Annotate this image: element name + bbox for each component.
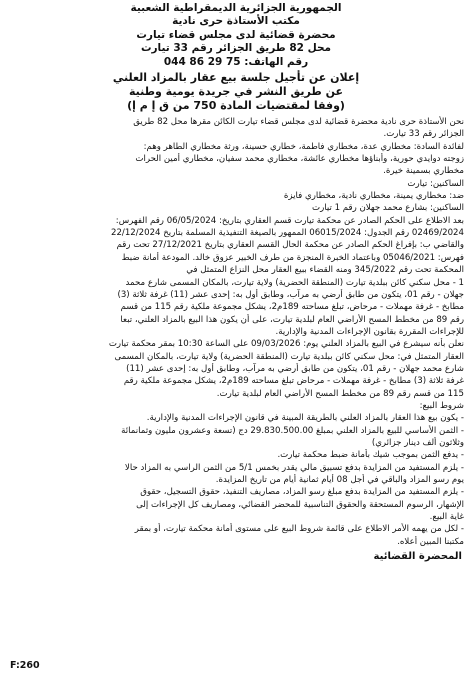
body-line: - الثمن الأساسي للبيع بالمزاد العلني بمبلغ 29.830.500.00 دج (تسعة وعشرون مليون وثمانمائة [121,425,464,436]
reference-code: F:260 [10,660,40,671]
body-line: 1 - محل سكني كائن ببلدية تيارت (المنطقة الحضرية) ولاية تيارت، بالمكان المسمى شارع محمد [125,277,464,288]
body-line: نعلن بأنه سيشرع في البيع بالمزاد العلني يوم: 09/03/2026 على الساعة 10:30 بمقر محكمة تيارت [108,339,464,350]
body-line: الجزائر رقم 33 تيارت. [383,129,464,140]
header-line: الجمهورية الجزائرية الديمقراطية الشعبية [130,2,342,14]
title-line: عن طريق النشر في جريدة يومية وطنية [129,85,343,99]
header-line: محضرة قضائية لدى مجلس قضاء تيارت [136,28,336,41]
body-line: جهلان - رقم 01، يتكون من طابق أرضي به مرآب، وطابق أول به: إحدى عشر (11) غرفة ثلاثة (3) [117,289,464,300]
body-line: بعد الاطلاع على الحكم الصادر عن محكمة تيارت قسم العقاري بتاريخ: 06/05/2024 رقم الفهرس: [115,215,464,226]
body-line: والقاضي ب: بإفراغ الحكم الصادر عن محكمة الحال القسم العقاري بتاريخ 27/12/2021 تحت رقم [116,240,464,251]
body-line: غاية البيع. [429,512,464,523]
notice-body [8,116,464,548]
notice-header [8,2,464,69]
body-line: 02469/2024 رقم الجدول: 06015/2024 الممهور بالصيغة التنفيذية المسلمة بتاريخ 22/12/2024 [110,228,464,239]
body-line: مخطاري بسمينة خيرة. [383,166,464,177]
body-line: شارع محمد جهلان - رقم 01، يتكون من طابق أرضي به مرآب، وطابق أول به: إحدى عشر (11) [126,363,464,374]
body-line: ضد: مخطاري يمينة، مخطاري نادية، مخطاري فايزة [283,191,464,202]
body-line: الساكنين: تيارت [407,178,464,189]
body-line: - يكون بيع هذا العقار بالمزاد العلني بالطريقة المبينة في قانون الإجراءات المدنية والإدارية. [146,413,464,424]
body-line: يوم رسو المزاد والباقي في أجل 08 أيام ثمانية أيام من تاريخ المزايدة. [215,475,464,485]
body-line: مطابخ - غرفة مهملات - مرحاض، تبلغ مساحته 189م2، يشكل مجموعة ملكية رقم 115 من قسم [120,302,464,313]
title-line: إعلان عن تأجيل جلسة بيع عقار بالمزاد العلني [112,71,360,85]
body-line: - يلزم المستفيد من المزايدة بدفع مبلغ رسو المزاد، مصاريف التنفيذ، حقوق التسجيل، حقوق [140,487,464,498]
header-line: رقم الهاتف: 75 29 86 044 [163,55,309,68]
body-line: شروط البيع: [419,400,464,411]
body-line: غرفة ثلاثة (3) مطابخ - غرفة مهملات - مرحاض تبلغ مساحته 189م2، يشكل مجموعة ملكية رقم [123,376,464,387]
body-line: للإجراءات المقررة بقانون الإجراءات المدنية والإدارية. [275,326,464,337]
header-line: محل 82 طريق الجزائر رقم 33 تيارت [140,42,332,55]
notice-title [8,71,464,113]
body-line: - يلزم المستفيد من المزايدة بدفع تسبيق مالي يقدر بخمس 5/1 من الثمن الراسي به المزاد حالا [124,462,464,473]
body-line: زوجته دوايدي حورية، وأبناؤها مخطاري عائشة، مخطاري محمد سفيان، مخطاري أمين الحرات [135,154,464,165]
body-line: العقار المتمثل في: محل سكني كائن ببلدية تيارت (المنطقة الحضرية) ولاية تيارت، بالمكان المسمى [114,351,464,362]
body-line: رقم 89 من مخطط المسح الأراضي العام لبلدية تيارت، على أن يكون هذا البيع بالمزاد العلني، تبعا [120,314,464,325]
title-line: (وفقا لمقتضيات المادة 750 من ق إ م إ) [127,99,345,113]
body-line: نحن الأستاذة حرى نادية محضرة قضائية لدى مجلس قضاء تيارت الكائن مقرها محل 82 طريق [133,117,464,128]
body-line: المحكمة تحت رقم 345/2022 ومنه القضاء ببيع العقار محل النزاع المتمثل في [186,265,464,276]
body-line: - لكل من يهمه الأمر الاطلاع على قائمة شروط البيع على مستوى أمانة محكمة تيارت، أو بمقر [134,524,464,535]
body-line: فهرس: 05046/2021 وباعتماد الخبرة المنجزة من طرف الخبير عزوق خالد. المودعة أمانة ضبط [121,252,464,263]
body-line: الساكنين: بشارع محمد جهلان رقم 1 تيارت [312,203,464,214]
body-line: - يدفع الثمن بموجب شيك بأمانة ضبط محكمة تيارت. [277,450,464,461]
header-line: مكتب الأستاذة حرى نادية [172,15,300,28]
body-line: وثلاثون ألف دينار جزائري) [371,437,464,448]
body-line: الإشهار، الرسوم المستحقة والحقوق التناسبية للمحضر القضائي، ومصاريف كل الإجراءات إلى [136,499,464,510]
bailiff-signature: المحضرة القضائية [373,551,462,563]
body-line: لفائدة السادة: مخطاري عدة، مخطاري فاطمة، خطاري حسينة، ورثة مخطاري الطاهر وهم: [143,141,464,152]
body-line: مكتبنا المبين أعلاه. [397,536,464,547]
body-line: 115 من قسم رقم 89 من مخطط المسح الأراضي العام لبلدية تيارت. [216,388,464,399]
